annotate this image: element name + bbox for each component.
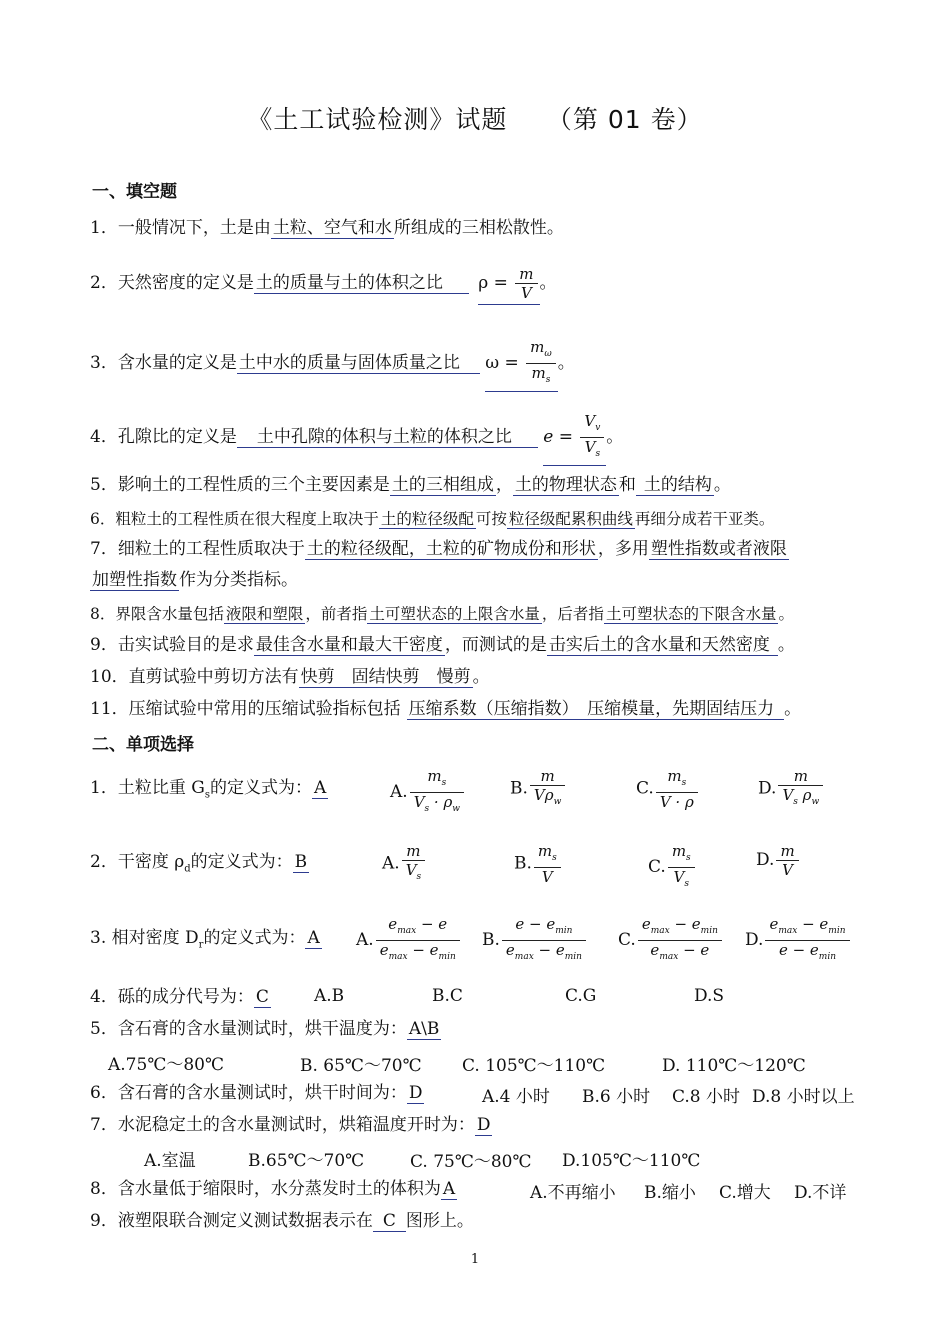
choice-question-2: 2．干密度 $\rho_d$的定义式为： B: [90, 852, 308, 875]
option-d: D.8 小时以上: [752, 1087, 855, 1107]
fill-question-7: 7．细粒土的工程性质取决于 土的粒径级配，土粒的矿物成份和形状 ，多用 塑性指数或者液限: [90, 539, 787, 559]
option-b: B.6 小时: [582, 1087, 651, 1107]
choice-question-8: 8．含水量低于缩限时，水分蒸发时土的体积为 A: [90, 1179, 456, 1199]
option-a: A.室温: [144, 1151, 196, 1171]
choice-question-9: 9．液塑限联合测定义测试数据表示在 C 图形上。: [90, 1211, 474, 1231]
answer: A: [307, 928, 320, 948]
fill-question-5: 5．影响土的工程性质的三个主要因素是 土的三相组成 ， 土的物理状态 和 土的结构 。: [90, 475, 731, 495]
option-d: D.105℃～110℃: [562, 1151, 701, 1171]
section-heading-fill: 一、填空题: [92, 182, 177, 202]
answer: 土中孔隙的体积与土粒的体积之比: [237, 427, 538, 448]
answer: 土粒、空气和水: [272, 218, 392, 238]
option-c: C. $\frac{m_s}{V \cdot \rho}$: [636, 767, 700, 811]
option-d: D.S: [694, 986, 725, 1006]
option-a: A.B: [314, 986, 345, 1006]
formula: e = $\frac{V_v}{V_s}$: [543, 412, 606, 466]
answer: D: [476, 1115, 491, 1135]
option-b: B. $\frac{m}{V\rho_w}$: [510, 767, 567, 811]
fill-question-11: 11．压缩试验中常用的压缩试验指标包括 压缩系数（压缩指数） 压缩模量，先期固结压力 。: [90, 699, 802, 719]
fill-question-4: 4．孔隙比的定义是 土中孔隙的体积与土粒的体积之比 e = $\frac{V_v}{V_s}$ 。: [90, 412, 623, 466]
choice-question-5: 5．含石膏的含水量测试时，烘干温度为： A\B: [90, 1019, 440, 1039]
option-a: A.不再缩小: [530, 1183, 616, 1203]
option-c: C. 105℃～110℃: [462, 1056, 606, 1076]
option-a: A. $\frac{e_{max} - e}{e_{max} - e_{min}}$: [356, 915, 462, 966]
answer: B: [294, 852, 308, 872]
fill-question-9: 9．击实试验目的是求 最佳含水量和最大干密度 ，而测试的是 击实后土的含水量和天然密度 。: [90, 635, 795, 655]
option-d: D. $\frac{m}{V}$: [756, 842, 801, 879]
option-b: B. $\frac{e - e_{min}}{e_{max} - e_{min}}$: [482, 915, 588, 966]
option-c: C. $\frac{m_s}{V_s}$: [648, 842, 697, 893]
fill-question-6: 6．粗粒土的工程性质在很大程度上取决于 土的粒径级配 可按 粒径级配累积曲线 再细分成若干亚类。: [90, 510, 775, 528]
answer: A: [313, 778, 327, 798]
option-b: B.缩小: [644, 1183, 696, 1203]
option-b: B.C: [432, 986, 463, 1006]
formula: ρ = $\frac{m}{V}$: [478, 265, 539, 305]
choice-question-1: 1．土粒比重 $G_s$的定义式为： A: [90, 778, 327, 801]
page-number: 1: [470, 1252, 480, 1267]
fill-question-10: 10．直剪试验中剪切方法有 快剪 固结快剪 慢剪 。: [90, 667, 490, 687]
choice-question-7: 7．水泥稳定土的含水量测试时，烘箱温度开时为： D: [90, 1115, 491, 1135]
fill-question-7-cont: 加塑性指数 作为分类指标。: [92, 570, 298, 590]
option-c: C.8 小时: [672, 1087, 741, 1107]
option-a: A.75℃～80℃: [108, 1055, 224, 1075]
option-d: D. $\frac{e_{max} - e_{min}}{e - e_{min}}$: [745, 915, 852, 966]
option-c: C.增大: [719, 1183, 771, 1203]
option-b: B. 65℃～70℃: [300, 1056, 422, 1076]
option-a: A. $\frac{m}{V_s}$: [382, 842, 427, 886]
fill-question-8: 8．界限含水量包括 液限和塑限 ，前者指 土可塑状态的上限含水量 ，后者指 土可塑状态的下限含水量 。: [90, 605, 794, 623]
option-a: A. $\frac{m_s}{V_s \cdot \rho_w}$: [390, 767, 466, 818]
option-c: C. 75℃～80℃: [410, 1152, 532, 1172]
choice-question-4: 4．砾的成分代号为： C: [90, 987, 269, 1007]
answer: 土的质量与土的体积之比: [254, 273, 469, 294]
option-b: B. $\frac{m_s}{V}$: [514, 842, 563, 886]
fill-question-3: 3．含水量的定义是 土中水的质量与固体质量之比 ω = $\frac{m_\omega}{m_s}$ 。: [90, 338, 575, 392]
fill-question-2: 2．天然密度的定义是 土的质量与土的体积之比 ρ = $\frac{m}{V}$ 。: [90, 265, 557, 305]
answer: C: [373, 1211, 406, 1232]
option-b: B.65℃～70℃: [248, 1151, 365, 1171]
option-a: A.4 小时: [482, 1087, 550, 1107]
formula: ω = $\frac{m_\omega}{m_s}$: [485, 338, 558, 392]
answer: 土中水的质量与固体质量之比: [237, 353, 480, 374]
page-title: 《土工试验检测》试题 （第 01 卷）: [247, 105, 703, 134]
choice-question-6: 6．含石膏的含水量测试时，烘干时间为： D: [90, 1083, 423, 1103]
choice-question-3: 3. 相对密度 $D_r$的定义式为： A: [90, 928, 320, 951]
fill-question-1: 1．一般情况下，土是由 土粒、空气和水 所组成的三相松散性。: [90, 218, 564, 238]
answer: A: [442, 1179, 456, 1199]
option-d: D.不详: [794, 1183, 847, 1203]
section-heading-choice: 二、单项选择: [92, 735, 194, 755]
option-c: C. $\frac{e_{max} - e_{min}}{e_{max} - e}$: [618, 915, 724, 966]
option-d: D. $\frac{m}{V_s \rho_w}$: [758, 767, 825, 811]
answer: A\B: [408, 1019, 440, 1039]
answer: D: [408, 1083, 423, 1103]
option-d: D. 110℃～120℃: [662, 1056, 806, 1076]
answer: C: [255, 987, 269, 1007]
option-c: C.G: [565, 986, 597, 1006]
